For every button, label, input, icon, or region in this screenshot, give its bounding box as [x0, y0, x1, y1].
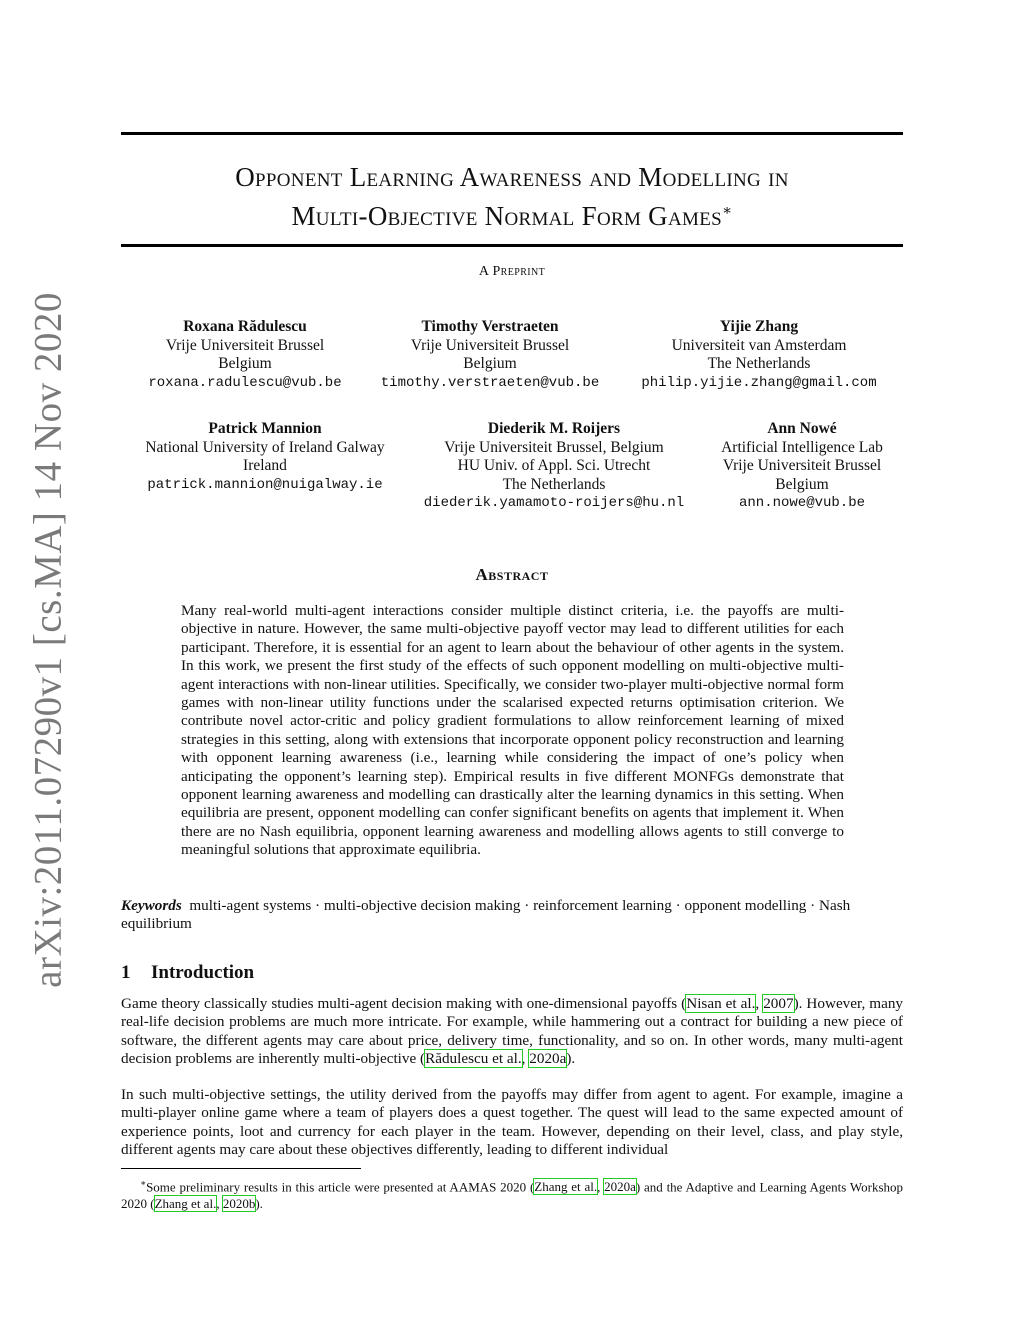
author-affiliation: Universiteit van Amsterdam — [671, 336, 847, 354]
section-heading — [121, 962, 254, 984]
author-affiliation-2: HU Univ. of Appl. Sci. Utrecht — [457, 457, 651, 474]
author-name: Patrick Mannion — [208, 420, 322, 437]
author-name: Roxana Rădulescu — [183, 318, 307, 335]
author-name: Timothy Verstraeten — [421, 318, 559, 335]
citation-year-link[interactable]: 2020a — [604, 1179, 636, 1195]
abstract-heading: Abstract — [475, 565, 549, 584]
title-line-2-text: Multi-Objective Normal Form Games — [291, 201, 722, 231]
author-name: Diederik M. Roijers — [487, 420, 621, 437]
author-block — [712, 420, 892, 513]
paragraph: In such multi-objective settings, the utility derived from the payoffs may differ from agent to agent. For example, imagine a multi-player online game where a team of players does a quest together. The quest will lead to the same expected amount of experience points, loot and currency for each player in the team. However, depending on their level, class, and play style, different agents may care about these objectives differently, leading to different individual — [121, 1086, 903, 1159]
author-affiliation: Artificial Intelligence Lab — [721, 438, 883, 456]
author-email[interactable]: roxana.radulescu@vub.be — [148, 374, 342, 391]
citation-link[interactable]: Rădulescu et al. — [425, 1050, 522, 1068]
footnote-mark: ∗ — [139, 1178, 147, 1188]
preprint-label: A Preprint — [478, 264, 546, 279]
citation-link[interactable]: Zhang et al. — [154, 1195, 217, 1211]
keywords — [121, 897, 903, 934]
title-line-1: Opponent Learning Awareness and Modelling in — [235, 162, 789, 192]
citation-separator: , — [597, 1179, 605, 1195]
author-email[interactable]: diederik.yamamoto-roijers@hu.nl — [423, 495, 685, 511]
author-block — [136, 420, 394, 494]
author-block — [145, 318, 345, 392]
citation-year-link[interactable]: 2020b — [222, 1195, 256, 1211]
citation-year-link[interactable]: 2007 — [763, 995, 794, 1012]
keywords-label: Keywords — [121, 897, 182, 914]
author-country: Belgium — [775, 475, 829, 493]
author-country: Belgium — [463, 355, 517, 372]
footnote-text: ) and the Adaptive and Learning Agents Workshop 2020 ( — [121, 1179, 904, 1211]
author-block — [418, 420, 690, 513]
citation-link[interactable]: Zhang et al. — [534, 1179, 598, 1195]
citation-year-link[interactable]: 2020a — [529, 1050, 567, 1068]
abstract-text: Many real-world multi-agent interactions consider multiple distinct criteria, i.e. the payoffs are multi-objective in nature. However, the same multi-objective payoff vector may lead to different utilities for each participant. Therefore, it is essential for an agent to learn about the behaviour of other agents in the system. In this work, we present the first study of the effects of such opponent modelling on multi-objective multi-agent interactions with non-linear utilities. Specifically, we consider two-player multi-objective normal form games with non-linear utility functions under the scalarised expected returns optimisation criterion. We contribute novel actor-critic and policy gradient formulations to allow reinforcement learning of mixed strategies in this setting, along with extensions that incorporate opponent policy reconstruction and learning with opponent learning awareness (i.e., learning while considering the impact of one’s policy when anticipating the opponent’s learning step). Empirical results in five different MONFGs demonstrate that opponent learning awareness and modelling can drastically alter the learning dynamics in this setting. When equilibria are present, opponent modelling can confer significant benefits on agents that implement it. When there are no Nash equilibria, opponent learning awareness and modelling allows agents to still converge to meaningful solutions that approximate equilibria. — [181, 602, 844, 859]
citation-separator: , — [755, 995, 764, 1012]
author-affiliation: Vrije Universiteit Brussel, Belgium — [444, 438, 664, 456]
title-top-rule — [121, 132, 903, 135]
author-email[interactable]: patrick.mannion@nuigalway.ie — [147, 476, 383, 493]
footnote-text: Some preliminary results in this article were presented at AAMAS 2020 ( — [146, 1179, 535, 1195]
title-footnote-mark[interactable]: ∗ — [721, 203, 733, 219]
paragraph-text: ). However, many real-life decision problems are much more intricate. For example, while hammering out a contract for building a new piece of software, the different agents may care about price, delivery time, functionality, and so on. In other words, many multi-agent decision problems are inherently multi-objective ( — [121, 995, 904, 1068]
author-affiliation: National University of Ireland Galway — [145, 438, 385, 456]
author-country: Ireland — [243, 457, 287, 474]
arxiv-identifier: arXiv:2011.07290v1 [cs.MA] 14 Nov 2020 — [26, 292, 70, 988]
author-affiliation-2: Vrije Universiteit Brussel — [722, 457, 882, 474]
author-email[interactable]: timothy.verstraeten@vub.be — [380, 374, 600, 391]
author-email[interactable]: ann.nowe@vub.be — [738, 495, 866, 511]
paragraph-text: Game theory classically studies multi-agent decision making with one-dimensional payoffs ( — [121, 995, 687, 1012]
keywords-text: multi-agent systems · multi-objective decision making · reinforcement learning · opponent modelling · Nash equilibrium — [121, 897, 851, 933]
footnote-text: ). — [255, 1195, 263, 1211]
citation-separator: , — [521, 1050, 530, 1068]
author-affiliation: Vrije Universiteit Brussel — [165, 336, 325, 354]
paper-title — [121, 160, 903, 233]
author-name: Yijie Zhang — [719, 318, 799, 335]
author-name: Ann Nowé — [767, 420, 837, 437]
author-country: The Netherlands — [707, 355, 811, 372]
author-country: The Netherlands — [502, 475, 606, 493]
footnote — [121, 1175, 903, 1212]
footnote-rule — [121, 1168, 361, 1169]
title-line-2 — [121, 194, 903, 233]
author-block — [380, 318, 600, 392]
citation-link[interactable]: Nisan et al. — [686, 995, 756, 1012]
author-country: Belgium — [218, 355, 272, 372]
section-title: Introduction — [151, 962, 255, 983]
paragraph — [121, 995, 903, 1069]
paragraph-text: ). — [566, 1050, 576, 1068]
author-block — [638, 318, 880, 392]
author-email[interactable]: philip.yijie.zhang@gmail.com — [641, 374, 877, 391]
section-number: 1 — [121, 962, 131, 983]
citation-separator: , — [216, 1195, 223, 1211]
author-affiliation: Vrije Universiteit Brussel — [410, 336, 570, 354]
title-bottom-rule — [121, 244, 903, 247]
